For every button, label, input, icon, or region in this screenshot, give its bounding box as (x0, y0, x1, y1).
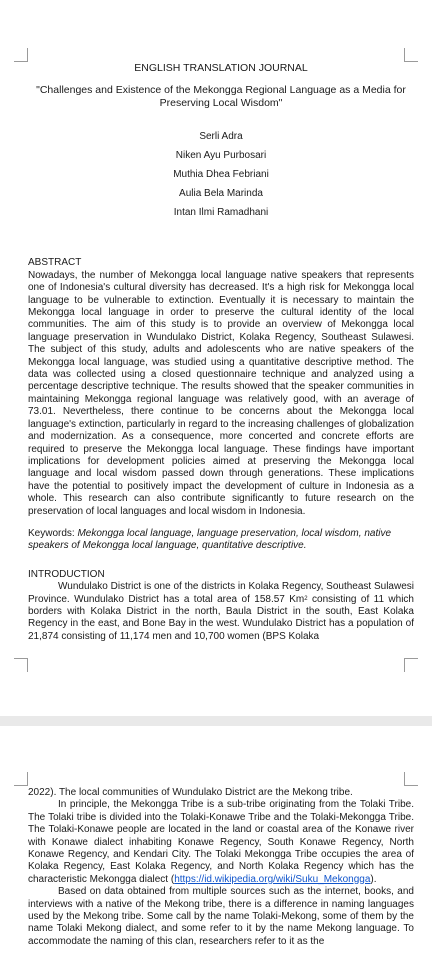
introduction-section (28, 569, 414, 643)
body-paragraph: In principle, the Mekongga Tribe is a sub-tribe originating from the Tolaki Tribe. The Tolaki tribe is divided into the Tolaki-Konawe Tribe and the Tolaki-Mekongga Tribe. The Tolaki-Konawe people are located in the land or coastal area of the Konawe river with Konawe dialect inhabiting Konawe Regency, South Konawe Regency, North Konawe Regency, and Kendari City. The Tolaki Mekongga Tribe occupies the area of Kolaka Regency, East Kolaka Regency, and North Kolaka Regency which has the characteristic Mekongga dialect (https://id.wikipedia.org/wiki/Suku_Mekongga). (28, 799, 414, 885)
author-name: Niken Ayu Purbosari (175, 150, 267, 162)
crop-mark (404, 48, 418, 62)
crop-mark (14, 48, 28, 62)
author-name: Aulia Bela Marinda (179, 188, 263, 200)
author-name: Muthia Dhea Febriani (173, 169, 269, 181)
wikipedia-link[interactable]: https://id.wikipedia.org/wiki/Suku_Mekongga (174, 873, 371, 885)
continuation-text: 2022). The local communities of Wundulako District are the Mekong tribe. (28, 787, 353, 798)
author-name: Serli Adra (199, 131, 243, 143)
keywords-text: Mekongga local language, language preservation, local wisdom, native speakers of Mekongga local language, quantitative descriptive. (28, 527, 391, 552)
document-page-2 (0, 726, 432, 960)
author-name: Intan Ilmi Ramadhani (173, 207, 269, 219)
abstract-section (28, 257, 414, 518)
keywords (28, 528, 414, 553)
page-1-content (28, 62, 414, 643)
superscript: 2 (304, 595, 308, 602)
introduction-heading: INTRODUCTION (28, 568, 105, 580)
introduction-paragraph: Wundulako District is one of the districts in Kolaka Regency, Southeast Sulawesi Province. Wundulako District has a total area of 158.57 Km$^2$ consisting of 11 which borders with Kolaka District in the north, Baula District in the south, East Kolaka Regency in the east, and Bone Bay in the west. Wundulako District has a population of 21,874 consisting of 11,174 men and 10,700 women (BPS Kolaka (28, 581, 414, 642)
crop-mark (404, 658, 418, 672)
crop-mark (14, 658, 28, 672)
body-paragraph: Based on data obtained from multiple sources such as the internet, books, and interviews with a native of the Mekong tribe, there is a difference in naming languages used by the Mekong tribe. Some call by the name Tolaki-Mekong, some of them by the name Tolaki Mekong dialect, and some refer to it by the name Mekong language. To accommodate the naming of this clan, researchers refer to it as the (28, 886, 414, 947)
page-2-content (28, 787, 414, 948)
paper-title: "Challenges and Existence of the Mekongga Regional Language as a Media for Preserving Local Wisdom" (36, 84, 406, 109)
crop-mark (404, 772, 418, 786)
abstract-text: Nowadays, the number of Mekongga local language native speakers that represents one of Indonesia's cultural diversity has decreased. It's a high risk for Mekongga local language to be vulnerable to extinction. Eventually it is necessary to maintain the Mekongga local language in order to preserve the cultural identity of the local communities. The aim of this study is to provide an overview of Mekongga local language preservation in Wundulako District, Kolaka Regency, Southeast Sulawesi. The subject of this study, adults and adolescents who are native speakers of the Mekongga local language, was studied using a quantitative descriptive method. The data was collected using a closed questionnaire technique and analyzed using a percentage descriptive technique. The results showed that the speaker communities in maintaining Mekongga regional language was relatively good, with an average of 73.01. Nevertheless, there continue to be concerns about the Mekongga local language's extinction, particularly in regard to the increasing challenges of globalization and modernization. As a consequence, more concerted and concrete efforts are required to preserve the Mekongga local language. These findings have important implications for development policies aimed at preserving the Mekongga local language and local wisdom passed down through generations. These implications have the potential to positively impact the development of culture in Indonesia as a whole. This research can also contribute significantly to future research on the preservation of local languages and local wisdom in Indonesia. (28, 269, 414, 517)
crop-mark (14, 772, 28, 786)
abstract-heading: ABSTRACT (28, 257, 82, 269)
journal-name: ENGLISH TRANSLATION JOURNAL (134, 62, 308, 74)
keywords-label: Keywords: (28, 527, 75, 539)
author-list (28, 131, 414, 219)
